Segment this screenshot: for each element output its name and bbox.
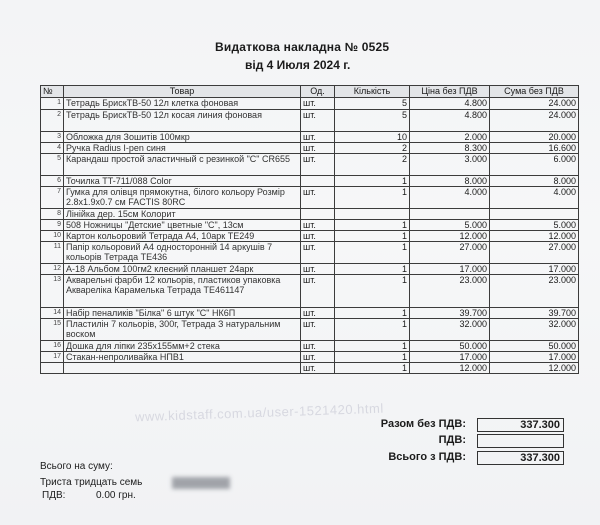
sum-cell: 16.600 [490,143,579,154]
sum-cell: 50.000 [490,341,579,352]
quantity-cell: 1 [335,231,410,242]
product-name: Обложка для Зошитів 100мкр [64,132,301,143]
price-cell: 27.000 [410,242,490,264]
table-row [41,341,579,352]
row-number: 13 [41,275,64,308]
price-cell: 8.300 [410,143,490,154]
quantity-cell: 2 [335,143,410,154]
unit-cell: шт. [301,363,335,374]
table-row [41,242,579,264]
unit-cell: шт. [301,132,335,143]
product-name: Тетрадь БрискТВ-50 12л клетка фоновая [64,98,301,110]
grand-total-label: Всього з ПДВ: [388,451,466,463]
vat-total-label: ПДВ: [438,434,466,446]
row-number: 14 [41,308,64,319]
sum-cell: 12.000 [490,363,579,374]
table-row [41,363,579,374]
row-number: 6 [41,176,64,187]
table-row [41,319,579,341]
sum-cell: 5.000 [490,220,579,231]
sum-cell: 12.000 [490,231,579,242]
col-header-unit: Од. [301,86,335,98]
price-cell: 17.000 [410,264,490,275]
price-cell: 4.000 [410,187,490,209]
quantity-cell: 1 [335,187,410,209]
vat-total-value [477,434,564,448]
col-header-qty: Кількість [335,86,410,98]
row-number: 8 [41,209,64,220]
subtotal-label: Разом без ПДВ: [380,418,466,430]
unit-cell: шт. [301,98,335,110]
sum-in-words-label: Всього на суму: [40,461,113,472]
invoice-title: Видаткова накладна № 0525 [215,40,390,54]
price-cell: 50.000 [410,341,490,352]
row-number: 17 [41,352,64,363]
unit-cell: шт. [301,341,335,352]
quantity-cell: 1 [335,319,410,341]
unit-cell: шт. [301,264,335,275]
unit-cell: шт. [301,220,335,231]
table-row [41,209,579,220]
price-cell: 5.000 [410,220,490,231]
table-row [41,132,579,143]
quantity-cell: 1 [335,352,410,363]
quantity-cell: 1 [335,242,410,264]
product-name: Акварельні фарби 12 кольорів, пластиков упаковка Аквареліка Карамелька Тетрада TE461147 [64,275,301,308]
product-name: Гумка для олівця прямокутна, білого кольору Розмір 2.8х1.9х0.7 см FACTIS 80RC [64,187,301,209]
unit-cell [301,209,335,220]
price-cell: 12.000 [410,231,490,242]
subtotal-value: 337.300 [477,418,564,432]
quantity-cell [335,209,410,220]
table-row [41,231,579,242]
table-row [41,308,579,319]
sum-cell: 8.000 [490,176,579,187]
quantity-cell: 1 [335,220,410,231]
unit-cell: шт. [301,110,335,132]
table-row [41,220,579,231]
quantity-cell: 1 [335,341,410,352]
unit-cell: шт. [301,231,335,242]
row-number: 2 [41,110,64,132]
col-header-no: № [41,86,64,98]
product-name: Карандаш простой эластичный с резинкой "C" CR655 [64,154,301,176]
table-row [41,264,579,275]
product-name [64,363,301,374]
quantity-cell: 1 [335,264,410,275]
row-number [41,363,64,374]
sum-cell: 17.000 [490,352,579,363]
redacted-text [172,477,230,489]
price-cell: 12.000 [410,363,490,374]
product-name: Ручка Radius I-pen синя [64,143,301,154]
unit-cell: шт. [301,275,335,308]
col-header-sum: Сума без ПДВ [490,86,579,98]
invoice-date: від 4 Июля 2024 г. [245,58,351,72]
product-name: Лінійка дер. 15см Колорит [64,209,301,220]
row-number: 5 [41,154,64,176]
price-cell: 4.800 [410,98,490,110]
product-name: Пластилін 7 кольорів, 300г, Тетрада З натуральним воском [64,319,301,341]
price-cell: 39.700 [410,308,490,319]
product-name: A-18 Альбом 100гм2 клеєний планшет 24арк [64,264,301,275]
sum-cell: 23.000 [490,275,579,308]
sum-cell [490,209,579,220]
unit-cell: шт. [301,143,335,154]
row-number: 10 [41,231,64,242]
unit-cell: шт. [301,154,335,176]
product-name: Папір кольоровий А4 односторонній 14 аркушів 7 кольорів Тетрада TE436 [64,242,301,264]
price-cell: 23.000 [410,275,490,308]
footer-vat-label: ПДВ: [42,490,66,501]
price-cell [410,209,490,220]
sum-cell: 4.000 [490,187,579,209]
price-cell: 8.000 [410,176,490,187]
unit-cell: шт. [301,187,335,209]
quantity-cell: 1 [335,308,410,319]
row-number: 4 [41,143,64,154]
product-name: Дошка для ліпки 235х155мм+2 стека [64,341,301,352]
quantity-cell: 1 [335,363,410,374]
table-row [41,187,579,209]
product-name: Набір пеналиків "Білка" 6 штук "С" НК6П [64,308,301,319]
unit-cell [301,176,335,187]
sum-cell: 27.000 [490,242,579,264]
row-number: 12 [41,264,64,275]
table-header-row [41,86,579,98]
col-header-product: Товар [64,86,301,98]
row-number: 3 [41,132,64,143]
grand-total-value: 337.300 [477,451,564,465]
table-row [41,98,579,110]
table-row [41,176,579,187]
table-body [41,98,579,374]
sum-in-words: Триста тридцать семь [40,477,143,488]
product-name: Картон кольоровий Тетрада А4, 10арк TE249 [64,231,301,242]
sum-cell: 32.000 [490,319,579,341]
product-name: 508 Ножницы "Детские" цветные "С", 13см [64,220,301,231]
row-number: 9 [41,220,64,231]
table-row [41,352,579,363]
quantity-cell: 10 [335,132,410,143]
sum-cell: 20.000 [490,132,579,143]
row-number: 11 [41,242,64,264]
row-number: 15 [41,319,64,341]
row-number: 7 [41,187,64,209]
price-cell: 4.800 [410,110,490,132]
product-name: Точилка TT-711/088 Color [64,176,301,187]
sum-cell: 24.000 [490,110,579,132]
sum-cell: 17.000 [490,264,579,275]
unit-cell: шт. [301,242,335,264]
quantity-cell: 5 [335,110,410,132]
price-cell: 2.000 [410,132,490,143]
unit-cell: шт. [301,352,335,363]
sum-cell: 24.000 [490,98,579,110]
table-row [41,110,579,132]
price-cell: 3.000 [410,154,490,176]
table-row [41,275,579,308]
unit-cell: шт. [301,308,335,319]
unit-cell: шт. [301,319,335,341]
watermark-text: www.kidstaff.com.ua/user-1521420.html [134,400,384,425]
quantity-cell: 1 [335,275,410,308]
items-table [40,85,579,374]
table-row [41,143,579,154]
quantity-cell: 2 [335,154,410,176]
table-row [41,154,579,176]
row-number: 16 [41,341,64,352]
footer-vat-value: 0.00 грн. [96,490,136,501]
quantity-cell: 5 [335,98,410,110]
row-number: 1 [41,98,64,110]
product-name: Стакан-непроливайка НПВ1 [64,352,301,363]
sum-cell: 6.000 [490,154,579,176]
price-cell: 32.000 [410,319,490,341]
quantity-cell: 1 [335,176,410,187]
sum-cell: 39.700 [490,308,579,319]
col-header-price: Ціна без ПДВ [410,86,490,98]
product-name: Тетрадь БрискТВ-50 12л косая линия фоновая [64,110,301,132]
price-cell: 17.000 [410,352,490,363]
